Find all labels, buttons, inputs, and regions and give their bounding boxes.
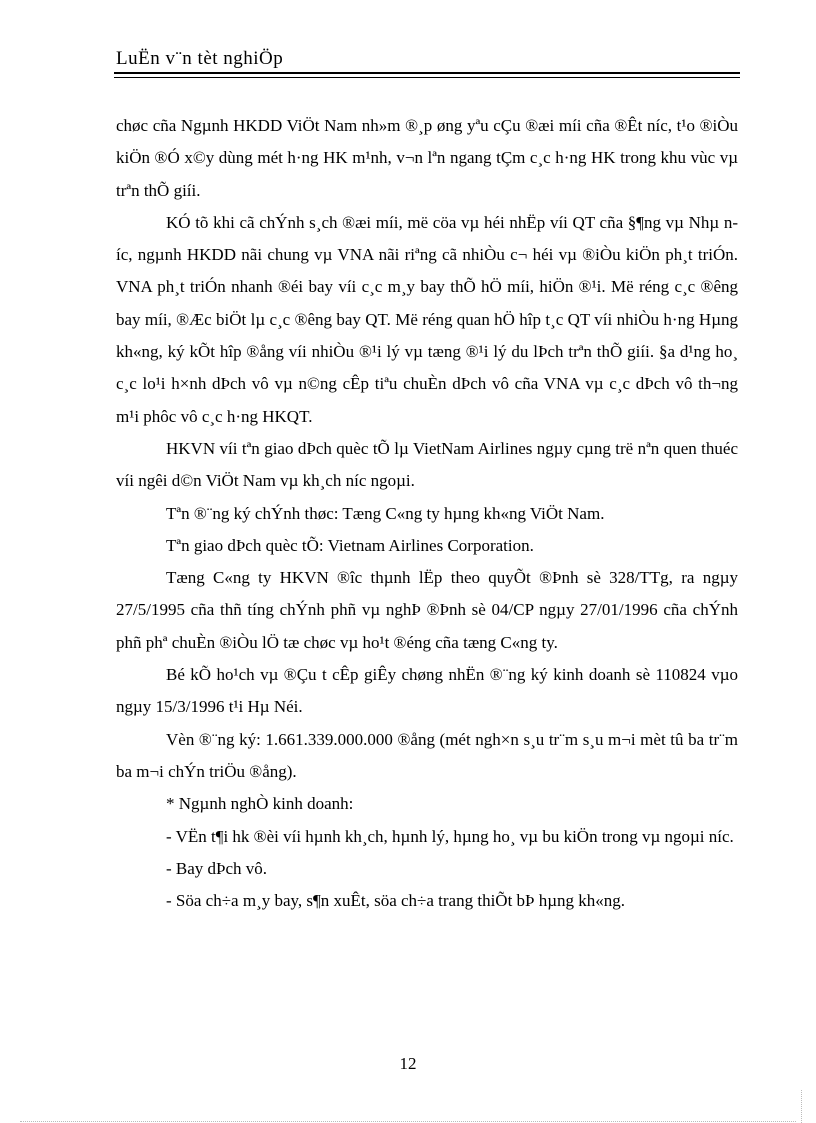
body-paragraph: Bé kÕ ho¹ch vµ ®Çu t cÊp giÊy chøng nhËn ®¨ng ký kinh doanh sè 110824 vµo ngµy 15/3/1996 t¹i Hµ Néi. xyxy=(116,665,738,717)
body-paragraph: - Söa ch÷a m¸y bay, s¶n xuÊt, söa ch÷a trang thiÕt bÞ hµng kh«ng. xyxy=(166,891,626,911)
body-paragraph: - VËn t¶i hk ®èi víi hµnh kh¸ch, hµnh lý, hµng ho¸ vµ bu kiÖn trong vµ ngoµi níc. xyxy=(166,826,734,846)
document-body xyxy=(116,110,738,917)
body-paragraph: Vèn ®¨ng ký: 1.661.339.000.000 ®ång (mét ngh×n s¸u tr¨m s¸u m¬i mèt tû ba tr¨m ba m¬i chÝn triÖu ®ång). xyxy=(116,729,738,781)
body-paragraph: HKVN víi tªn giao dÞch quèc tÕ lµ VietNam Airlines ngµy cµng trë nªn quen thuéc víi ngêi d©n ViÖt Nam vµ kh¸ch níc ngoµi. xyxy=(116,438,738,491)
page-number: 12 xyxy=(399,1054,417,1073)
body-paragraph: Tæng C«ng ty HKVN ®îc thµnh lËp theo quyÕt ®Þnh sè 328/TTg, ra ngµy 27/5/1995 cña thñ tíng chÝnh phñ vµ nghÞ ®Þnh sè 04/CP ngµy 27/01/1996 cña chÝnh phñ phª chuÈn ®iÒu lÖ tæ chøc vµ ho¹t ®éng cña tæng C«ng ty. xyxy=(116,568,738,652)
page-header-title: LuËn v¨n tèt nghiÖp xyxy=(116,48,284,69)
page-border-right xyxy=(801,1090,802,1123)
header-rule-thin xyxy=(114,77,740,78)
body-paragraph: KÓ tõ khi cã chÝnh s¸ch ®æi míi, më cöa vµ héi nhËp víi QT cña §¶ng vµ Nhµ níc, ngµnh HKDD nãi chung vµ VNA nãi riªng cã nhiÒu c¬ héi vµ ®iÒu kiÖn ph¸t triÓn. VNA ph¸t triÓn nhanh ®éi bay víi c¸c m¸y bay thÕ hÖ míi, hiÖn ®¹i. Më réng c¸c ®êng bay míi, ®Æc biÖt lµ c¸c ®êng bay QT. Më réng quan hÖ hîp t¸c QT víi nhiÒu h·ng Hµng kh«ng, ký kÕt hîp ®ång víi nhiÒu ®¹i lý vµ tæng ®¹i lý du lÞch trªn thÕ giíi. §a d¹ng ho¸ c¸c lo¹i h×nh dÞch vô vµ n©ng cÊp tiªu chuÈn dÞch vô cña VNA vµ c¸c dÞch vô th¬ng m¹i phôc vô c¸c h·ng HKQT. xyxy=(116,212,738,426)
header-rule-thick xyxy=(114,72,740,74)
body-paragraph: - Bay dÞch vô. xyxy=(166,858,268,878)
body-paragraph: Tªn ®¨ng ký chÝnh thøc: Tæng C«ng ty hµng kh«ng ViÖt Nam. xyxy=(166,503,605,523)
body-paragraph: chøc cña Ngµnh HKDD ViÖt Nam nh»m ®¸p øng yªu cÇu ®æi míi cña ®Êt níc, t¹o ®iÒu kiÖn ®Ó x©y dùng mét h·ng HK m¹nh, v¬n lªn ngang tÇm c¸c h·ng HK trong khu vùc vµ trªn thÕ giíi. xyxy=(116,116,738,200)
page-border-bottom xyxy=(20,1121,796,1122)
body-paragraph: Tªn giao dÞch quèc tÕ: Vietnam Airlines Corporation. xyxy=(166,535,534,555)
body-paragraph: * Ngµnh nghÒ kinh doanh: xyxy=(166,794,354,814)
